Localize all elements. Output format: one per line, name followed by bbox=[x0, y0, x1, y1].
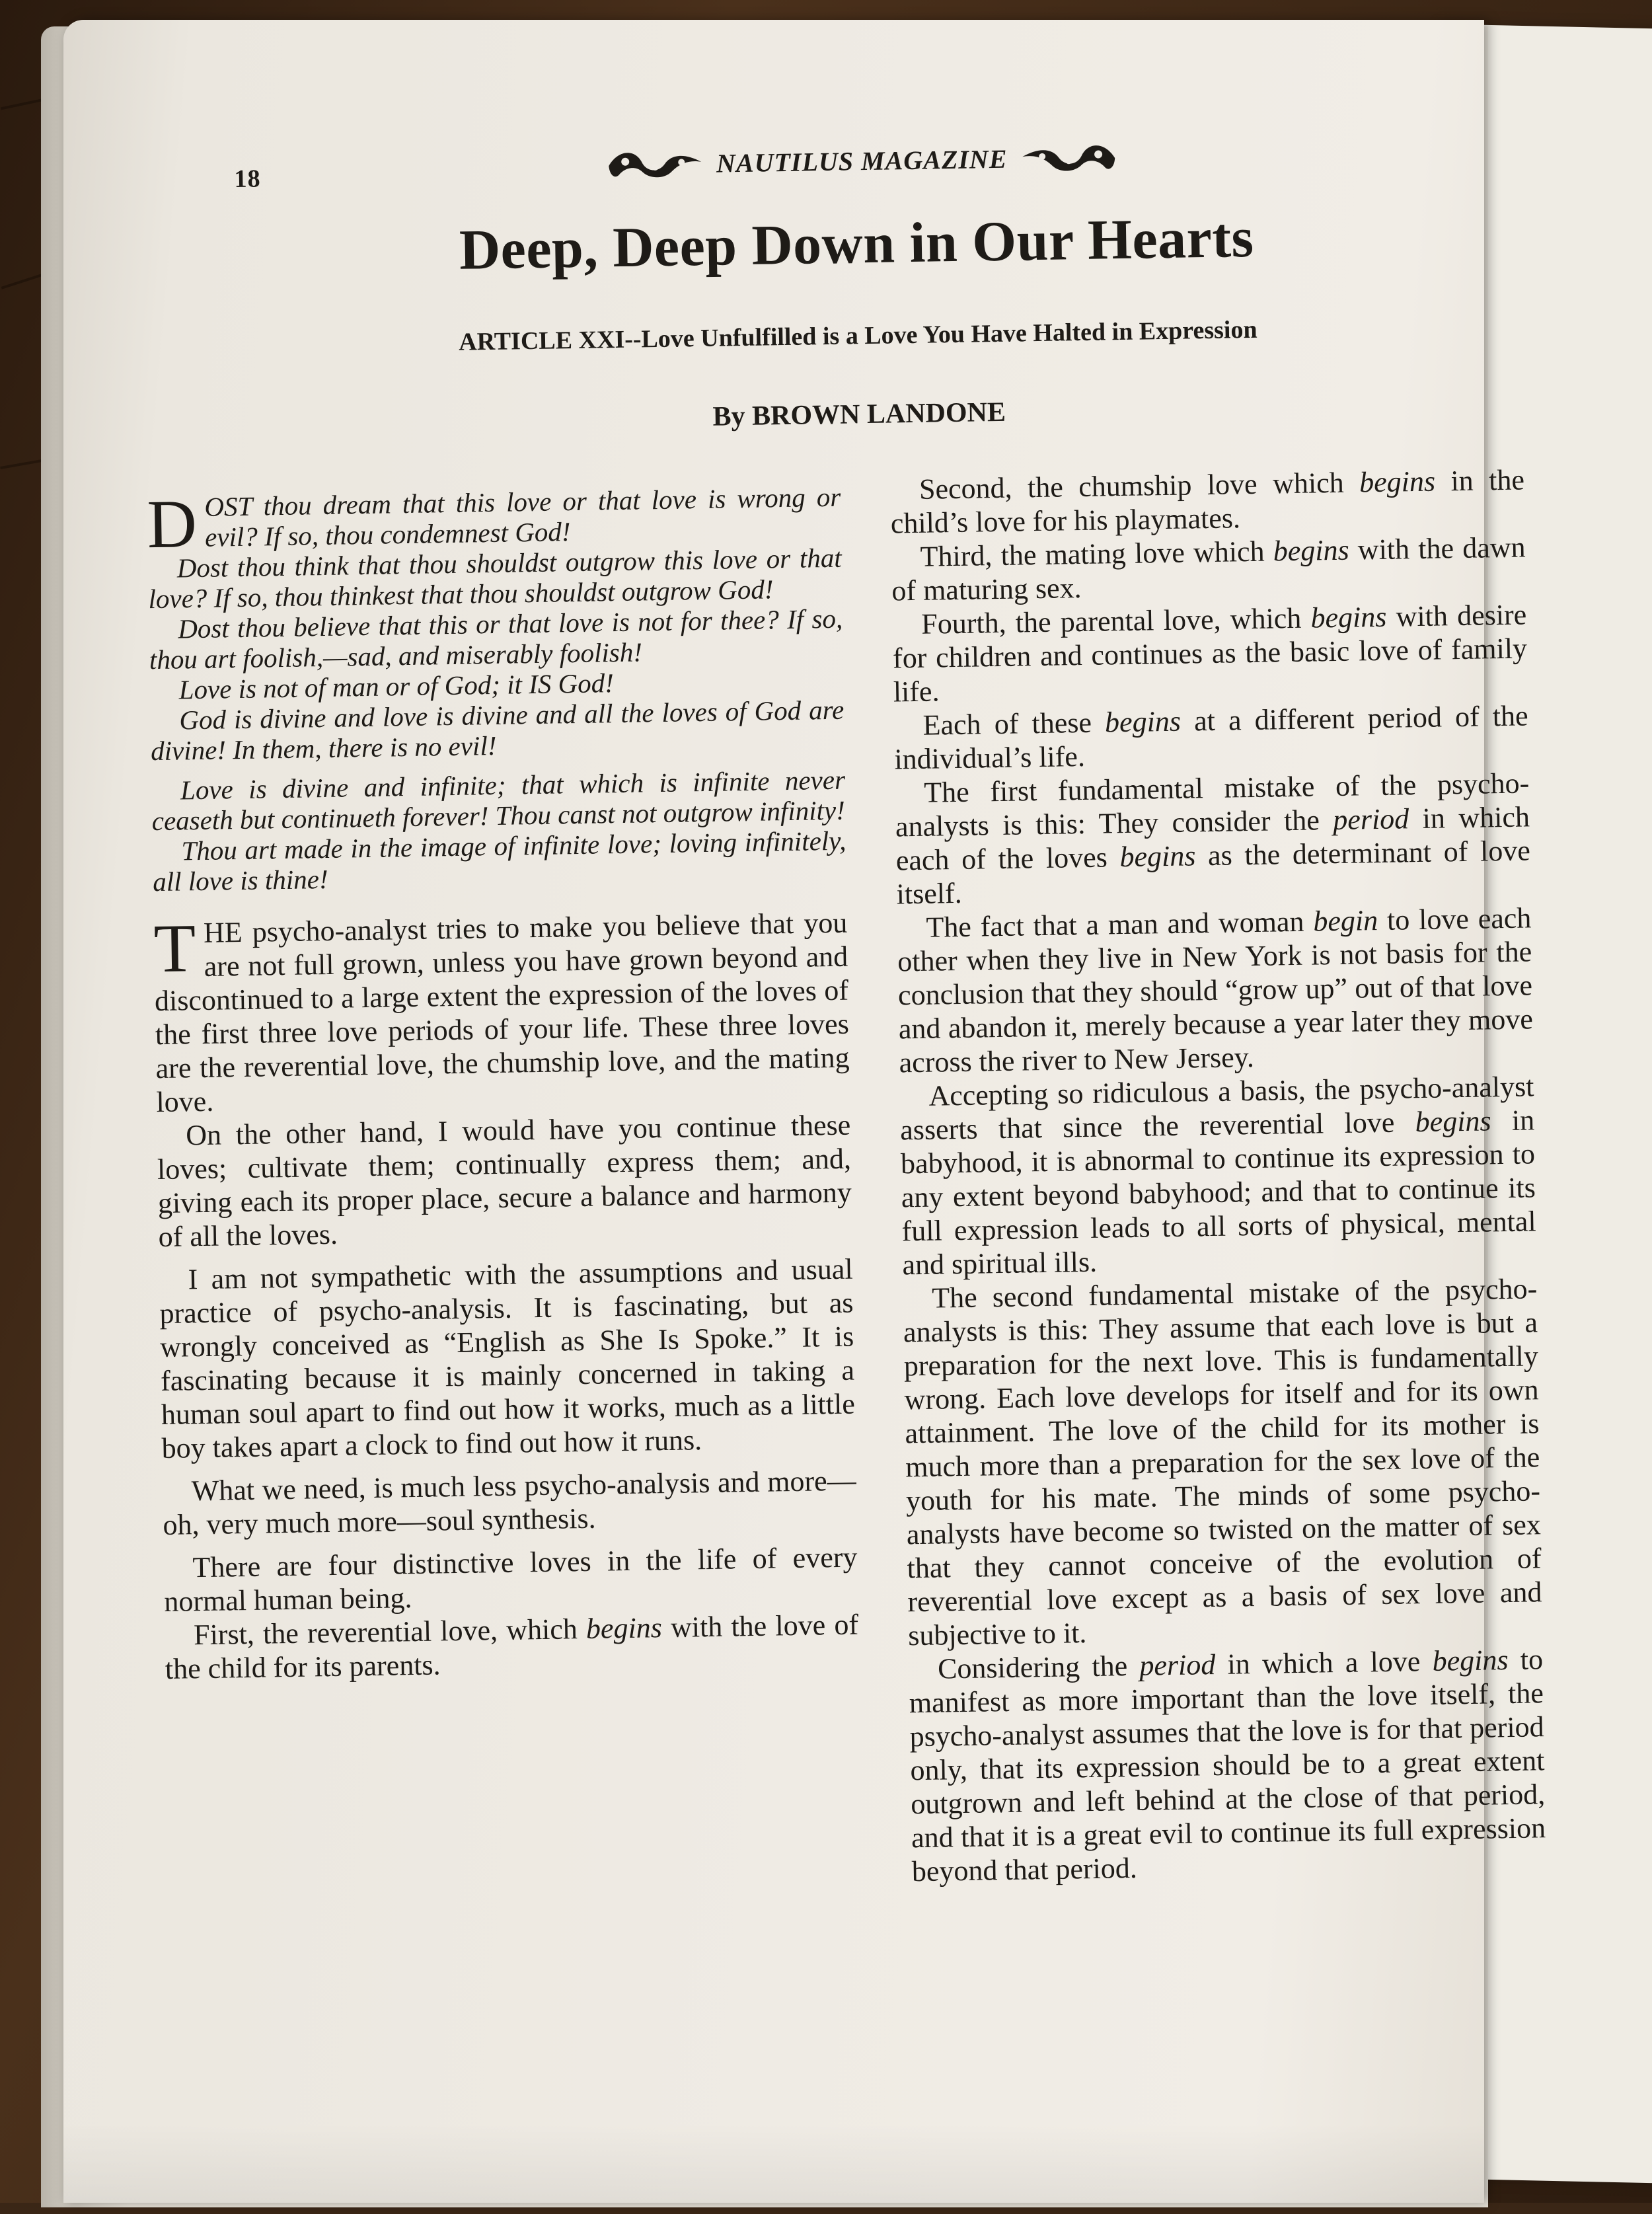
body-text: to love each other when they live in New York is not basis for the conclusion that they should “grow up” out of that love and abandon it, merely because a year later they move across the river to New Jersey. bbox=[897, 901, 1534, 1079]
article-title: Deep, Deep Down in Our Hearts bbox=[459, 205, 1255, 282]
body-text: in the child’s love for his playmates. bbox=[890, 463, 1525, 540]
emphasis: begins bbox=[1104, 705, 1182, 739]
intro-verse bbox=[147, 482, 846, 897]
body-paragraph bbox=[891, 530, 1526, 607]
body-paragraph: There are four distinctive loves in the life of every normal human being. bbox=[163, 1541, 858, 1618]
left-column bbox=[147, 482, 859, 1686]
emphasis: begins bbox=[1310, 600, 1387, 634]
body-text: in which a love bbox=[1215, 1644, 1433, 1681]
drop-cap: T bbox=[153, 910, 197, 987]
body-text: Fourth, the parental love, which bbox=[920, 601, 1311, 640]
magazine-name: NAUTILUS MAGAZINE bbox=[716, 143, 1008, 178]
body-paragraph bbox=[165, 1607, 859, 1685]
article-subtitle: ARTICLE XXI--Love Unfulfilled is a Love You Have Halted in Expression bbox=[458, 315, 1258, 356]
emphasis: begin bbox=[1312, 904, 1378, 938]
body-text: HE psycho-analyst tries to make you believe that you are not full grown, unless you have grown beyond and discontinued to a large extent the expression of the loves of the first three love periods of your life. These three loves are the reverential love, the chumship love, and the mating love. bbox=[154, 906, 850, 1119]
left-ornament-icon bbox=[605, 145, 705, 183]
body-text: at a different period of the individual’s life. bbox=[894, 699, 1528, 776]
body-text: The fact that a man and woman bbox=[926, 905, 1314, 944]
body-text: The first fundamental mistake of the psycho-analysts is this: They consider the bbox=[895, 767, 1530, 843]
emphasis: begins bbox=[1415, 1104, 1491, 1139]
body-text: with the love of the child for its parents. bbox=[165, 1608, 859, 1685]
body-paragraph bbox=[153, 906, 850, 1119]
body-paragraph bbox=[909, 1642, 1546, 1888]
body-text: First, the reverential love, which bbox=[193, 1612, 587, 1652]
body-text: with desire for children and continues as the basic love of family life. bbox=[892, 598, 1528, 708]
body-paragraph: On the other hand, I would have you continue these loves; cultivate them; continually express them; and, giving each its proper place, secure a balance and harmony of all the loves. bbox=[157, 1108, 852, 1254]
intro-text: OST thou dream that this love or that love is wrong or evil? If so, thou condemnest God! bbox=[204, 481, 841, 553]
body-paragraph: The second fundamental mistake of the psycho-analysts is this: They assume that each love is but a preparation for the next love. This is fundamentally wrong. Each love develops for itself and for its own attainment. The love of the child for its mother is much more than a preparation for the sex love of the youth for his mate. The minds of some psycho-analysts have become so twisted on the matter of sex that they cannot conceive of the evolution of reverential love except as a basis of sex love and subjective to it. bbox=[903, 1272, 1542, 1652]
intro-paragraph: Thou art made in the image of infinite love; loving infinitely, all love is thine! bbox=[152, 825, 846, 897]
magazine-page bbox=[63, 20, 1546, 2203]
body-paragraph bbox=[895, 766, 1531, 911]
body-text: as the determinant of love itself. bbox=[896, 834, 1531, 911]
emphasis: begins bbox=[1432, 1644, 1509, 1677]
drop-cap: D bbox=[146, 486, 198, 563]
emphasis: period bbox=[1332, 802, 1409, 837]
page-content bbox=[47, 9, 1546, 2214]
intro-paragraph: Love is divine and infinite; that which is infinite never ceaseth but continueth forever! Thou canst not outgrow infinity! bbox=[151, 764, 846, 837]
body-text: Considering the bbox=[937, 1649, 1140, 1685]
page-number: 18 bbox=[234, 165, 261, 194]
wood-grain-line bbox=[0, 459, 46, 469]
body-text: with the dawn of maturing sex. bbox=[891, 531, 1526, 607]
masthead bbox=[538, 129, 1186, 192]
body-text: Accepting so ridiculous a basis, the psycho-analyst asserts that since the reverential love bbox=[899, 1070, 1534, 1147]
intro-paragraph: Dost thou believe that this or that love is not for thee? If so, thou art foolish,—sad, and miserably foolish! bbox=[149, 603, 843, 675]
body-paragraph bbox=[890, 463, 1525, 540]
page-shadow bbox=[63, 2123, 1484, 2203]
body-paragraph bbox=[892, 597, 1528, 708]
body-paragraph bbox=[893, 699, 1528, 776]
emphasis: begins bbox=[1359, 465, 1436, 499]
intro-paragraph: Dost thou think that thou shouldst outgrow this love or that love? If so, thou thinkest that thou shouldst outgrow God! bbox=[148, 542, 843, 615]
right-ornament-icon bbox=[1019, 138, 1119, 176]
body-text: to manifest as more important than the love itself, the psycho-analyst assumes that the love is for that period only, that its expression should be to a great extent outgrown and left behind at the close of that period, and that it is a great evil to continue its full expression beyond that period. bbox=[909, 1643, 1546, 1888]
body-paragraph: What we need, is much less psycho-analysis and more—oh, very much more—soul synthesis. bbox=[163, 1464, 856, 1541]
body-text: in babyhood, it is abnormal to continue its expression to any extent beyond babyhood; and that to continue its full expression leads to all sorts of physical, mental and spiritual ills. bbox=[900, 1104, 1536, 1281]
emphasis: begins bbox=[1119, 839, 1196, 874]
intro-paragraph: God is divine and love is divine and all the loves of God are divine! In them, there is no evil! bbox=[150, 694, 845, 767]
emphasis: begins bbox=[585, 1611, 663, 1645]
body-paragraph: I am not sympathetic with the assumptions and usual practice of psycho-analysis. It is fascinating, but as wrongly conceived as “English as She Is Spoke.” It is fascinating because it is mainly concerned in taking a human soul apart to find out how it works, much as a little boy takes apart a clock to find out how it runs. bbox=[159, 1252, 856, 1465]
intro-paragraph bbox=[146, 481, 841, 563]
body-text: Each of these bbox=[922, 706, 1106, 742]
left-body bbox=[153, 906, 859, 1686]
body-text: in which each of the loves bbox=[895, 800, 1530, 877]
body-text: Third, the mating love which bbox=[920, 535, 1274, 573]
right-column bbox=[890, 463, 1547, 1888]
body-paragraph bbox=[897, 901, 1534, 1079]
intro-paragraph: Love is not of man or of God; it IS God! bbox=[178, 668, 615, 705]
body-paragraph bbox=[899, 1069, 1537, 1281]
emphasis: begins bbox=[1273, 533, 1349, 568]
body-text: Second, the chumship love which bbox=[919, 466, 1360, 506]
emphasis: period bbox=[1139, 1648, 1216, 1682]
article-byline: By BROWN LANDONE bbox=[712, 397, 1006, 432]
